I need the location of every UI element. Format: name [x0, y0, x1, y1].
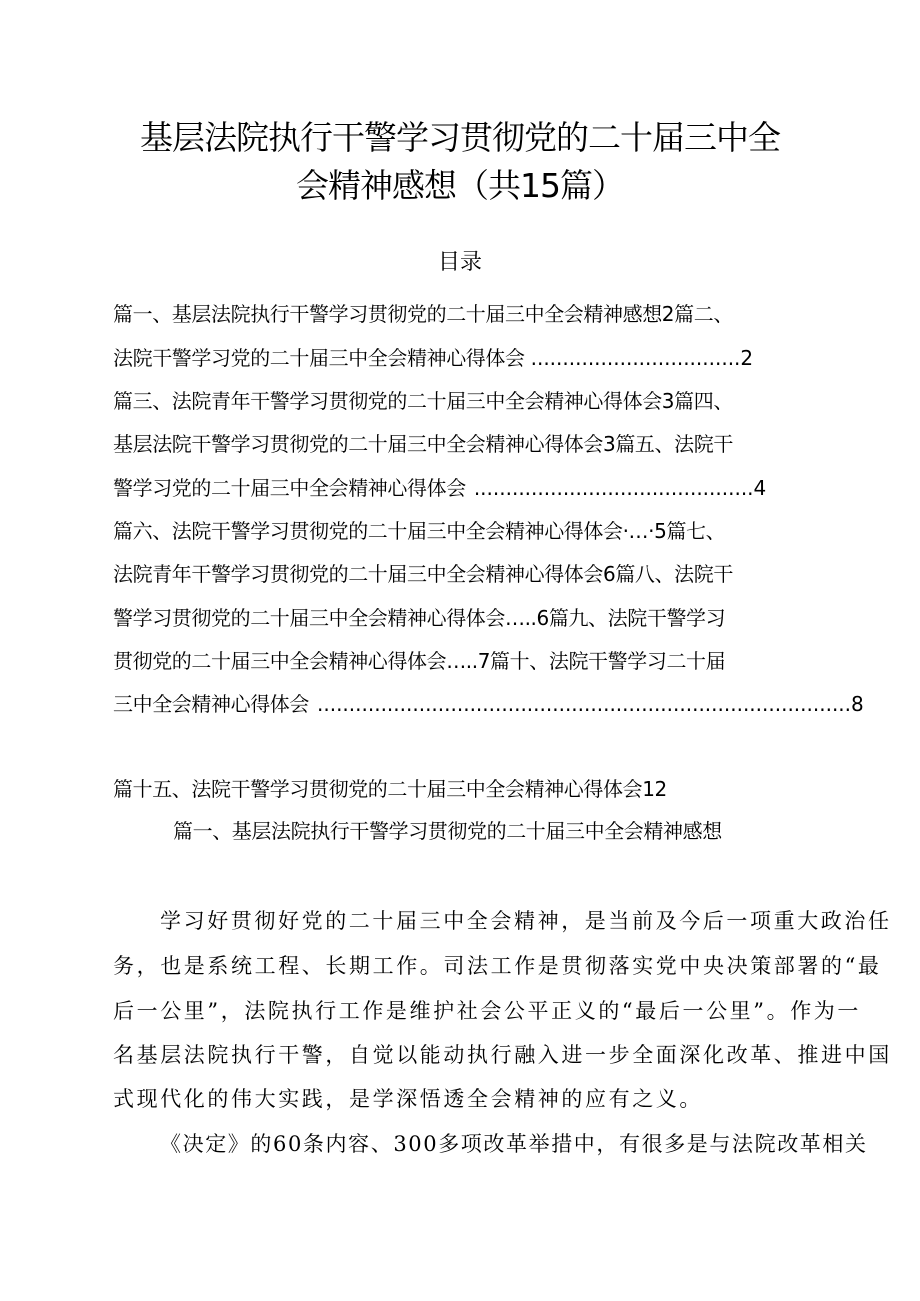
toc-line[interactable]: 贯彻党的二十届三中全会精神心得体会…..7篇十、法院干警学习二十届 [113, 649, 726, 673]
toc-line[interactable]: 篇一、基层法院执行干警学习贯彻党的二十届三中全会精神感想2篇二、 [113, 302, 733, 326]
toc-line[interactable]: 法院青年干警学习贯彻党的二十届三中全会精神心得体会6篇八、法院干 [113, 562, 733, 586]
body-paragraph-line: 式现代化的伟大实践，是学深悟透全会精神的应有之义。 [113, 1087, 703, 1111]
toc-line[interactable]: 法院干警学习党的二十届三中全会精神心得体会 .................................2 [113, 346, 754, 370]
toc-line[interactable]: 三中全会精神心得体会 ....................................................................................8 [113, 692, 864, 716]
toc-line[interactable]: 篇三、法院青年干警学习贯彻党的二十届三中全会精神心得体会3篇四、 [113, 389, 733, 413]
document-title-line-2: 会精神感想（共15篇） [296, 166, 624, 205]
document-title-line-1: 基层法院执行干警学习贯彻党的二十届三中全 [140, 118, 780, 157]
toc-leader: ............................................4 [473, 476, 767, 500]
toc-leader: ....................................................................................8 [317, 692, 864, 716]
body-paragraph-line: 务，也是系统工程、长期工作。司法工作是贯彻落实党中央决策部署的“最 [113, 954, 882, 978]
toc-line[interactable]: 警学习贯彻党的二十届三中全会精神心得体会…..6篇九、法院干警学习 [113, 606, 726, 630]
body-paragraph-line: 《决定》的60条内容、300多项改革举措中，有很多是与法院改革相关 [160, 1132, 868, 1156]
body-paragraph-line: 学习好贯彻好党的二十届三中全会精神，是当前及今后一项重大政治任 [160, 909, 892, 933]
toc-line[interactable]: 警学习党的二十届三中全会精神心得体会 ............................................4 [113, 476, 767, 500]
toc-line[interactable]: 基层法院干警学习贯彻党的二十届三中全会精神心得体会3篇五、法院干 [113, 432, 733, 456]
section-heading: 篇一、基层法院执行干警学习贯彻党的二十届三中全会精神感想 [173, 819, 722, 843]
body-paragraph-line: 后一公里”，法院执行工作是维护社会公平正义的“最后一公里”。作为一 [113, 999, 862, 1023]
toc-line[interactable]: 篇十五、法院干警学习贯彻党的二十届三中全会精神心得体会12 [113, 777, 667, 801]
toc-line[interactable]: 篇六、法院干警学习贯彻党的二十届三中全会精神心得体会·…·5篇七、 [113, 519, 726, 543]
body-paragraph-line: 名基层法院执行干警，自觉以能动执行融入进一步全面深化改革、推进中国 [113, 1043, 892, 1067]
toc-heading: 目录 [437, 250, 482, 275]
toc-leader: .................................2 [530, 346, 754, 370]
